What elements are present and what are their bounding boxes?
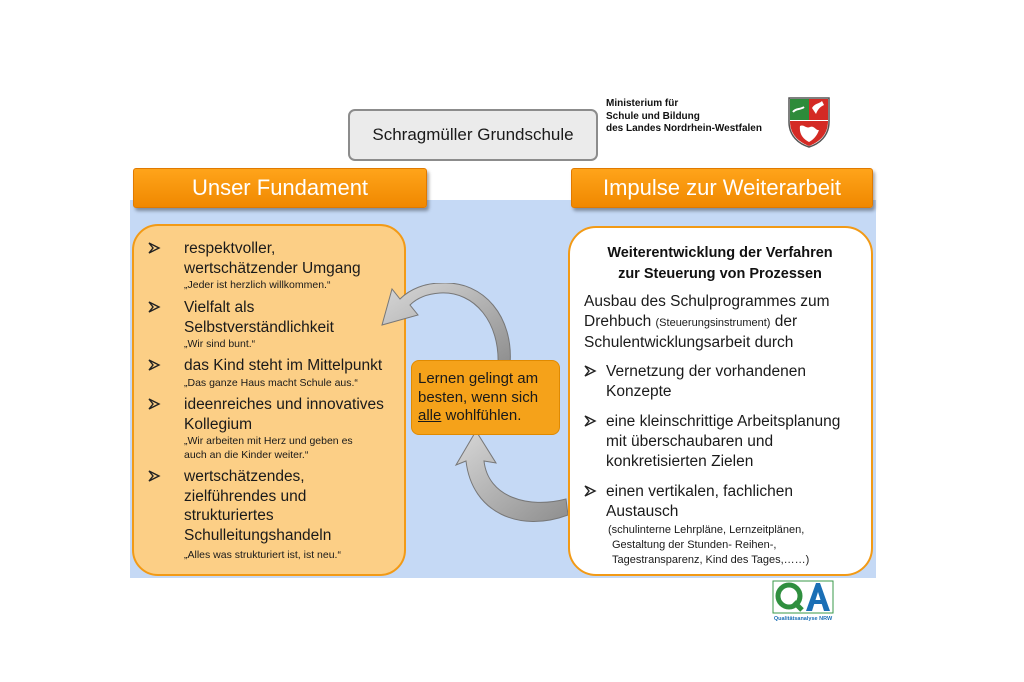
list-item xyxy=(148,395,408,462)
intro-line xyxy=(584,312,868,333)
right-header-title: Impulse zur Weiterarbeit xyxy=(602,175,841,200)
intro-line: Schulentwicklungsarbeit durch xyxy=(584,334,794,351)
impulses-title xyxy=(584,243,856,285)
title-line: Weiterentwicklung der Verfahren xyxy=(607,245,833,261)
qa-caption: Qualitätsanalyse NRW xyxy=(773,616,833,622)
item-line: Kollegium xyxy=(184,415,253,433)
item-line: wertschätzender Umgang xyxy=(184,259,361,277)
intro-line: Ausbau des Schulprogrammes zum xyxy=(584,293,830,310)
item-quote: „Alles was strukturiert ist, ist neu.“ xyxy=(184,549,341,561)
item-line: Vernetzung der vorhandenen xyxy=(606,363,806,380)
arrow-bullet-icon xyxy=(583,484,597,498)
intro-small: (Steuerungsinstrument) xyxy=(655,317,771,329)
school-name: Schragmüller Grundschule xyxy=(372,125,574,144)
list-item xyxy=(584,362,866,412)
item-line: Vielfalt als xyxy=(184,299,255,316)
item-line: ideenreiches und innovatives xyxy=(184,396,384,413)
center-line xyxy=(418,407,559,426)
qa-nrw-logo xyxy=(772,580,834,622)
item-quote: „Jeder ist herzlich willkommen.“ xyxy=(184,279,331,291)
arrow-bullet-icon xyxy=(147,469,161,483)
item-quote: auch an die Kinder weiter.“ xyxy=(184,449,309,461)
list-item xyxy=(148,467,408,562)
center-line: besten, wenn sich xyxy=(418,388,539,406)
arrow-bullet-icon xyxy=(147,358,161,372)
center-line: Lernen gelingt am xyxy=(418,370,539,387)
ministry-line: des Landes Nordrhein-Westfalen xyxy=(606,123,762,134)
left-header-title: Unser Fundament xyxy=(191,175,369,200)
list-item xyxy=(148,298,408,351)
nrw-crest-icon xyxy=(786,96,832,148)
item-line: wertschätzendes, xyxy=(184,468,305,485)
item-note xyxy=(608,523,866,568)
note-line: (schulinterne Lehrpläne, Lernzeitplänen, xyxy=(608,524,805,536)
impulses-intro xyxy=(584,292,868,353)
item-line: eine kleinschrittige Arbeitsplanung xyxy=(606,413,841,430)
note-line: Tagestransparenz, Kind des Tages,……) xyxy=(612,554,810,566)
arrow-bullet-icon xyxy=(147,397,161,411)
arrow-to-center-icon xyxy=(456,431,568,521)
ministry-line: Ministerium für xyxy=(606,98,679,109)
item-line: das Kind steht im Mittelpunkt xyxy=(184,357,383,374)
item-quote: „Das ganze Haus macht Schule aus.“ xyxy=(184,376,358,389)
item-line: konkretisierten Zielen xyxy=(606,453,754,470)
item-line: einen vertikalen, fachlichen xyxy=(606,483,793,500)
intro-drehbuch: Drehbuch xyxy=(584,313,656,330)
right-header xyxy=(571,168,873,208)
item-quote: „Wir arbeiten mit Herz und geben es xyxy=(184,435,353,447)
item-line: respektvoller, xyxy=(184,240,276,257)
list-item xyxy=(584,412,866,482)
item-line: strukturiertes xyxy=(184,507,274,524)
arrow-to-left-icon xyxy=(382,283,510,365)
impulses-list xyxy=(584,362,866,568)
item-line: Schulleitungshandeln xyxy=(184,526,332,544)
arrow-bullet-icon xyxy=(583,414,597,428)
note-line: Gestaltung der Stunden- Reihen-, xyxy=(612,539,777,551)
title-line: zur Steuerung von Prozessen xyxy=(618,266,822,282)
item-quote: „Wir sind bunt.“ xyxy=(184,338,256,350)
ministry-label xyxy=(606,98,762,136)
arrow-bullet-icon xyxy=(147,300,161,314)
item-line: Selbstverständlichkeit xyxy=(184,318,334,336)
center-statement xyxy=(411,360,560,435)
item-line: mit überschaubaren und xyxy=(606,433,774,450)
item-line: Konzepte xyxy=(606,383,672,400)
ministry-line: Schule und Bildung xyxy=(606,110,700,122)
left-header xyxy=(133,168,427,208)
item-line: Austausch xyxy=(606,503,679,520)
list-item xyxy=(584,482,866,568)
center-rest: wohlfühlen. xyxy=(441,407,522,424)
arrow-bullet-icon xyxy=(583,364,597,378)
school-name-box xyxy=(348,109,598,161)
list-item xyxy=(148,239,408,292)
list-item xyxy=(148,356,408,390)
intro-der: der xyxy=(770,313,798,330)
foundation-box xyxy=(132,224,406,576)
item-line: zielführendes und xyxy=(184,487,307,505)
arrow-bullet-icon xyxy=(147,241,161,255)
center-underlined: alle xyxy=(418,407,442,424)
